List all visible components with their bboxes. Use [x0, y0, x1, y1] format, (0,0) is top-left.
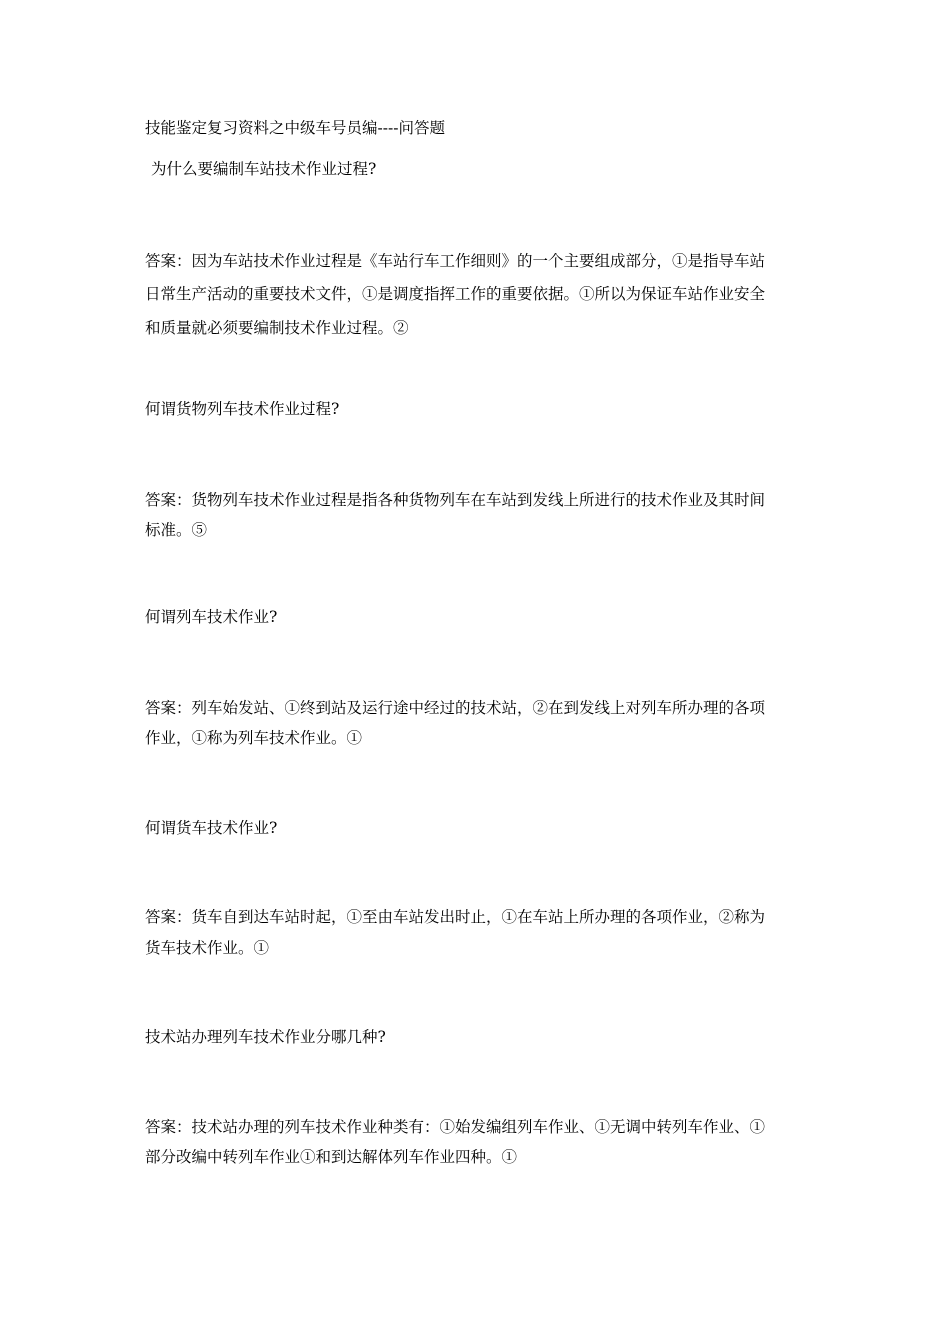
question-3: 何谓列车技术作业?: [145, 608, 278, 626]
answer-1-line-2: 日常生产活动的重要技术文件，①是调度指挥工作的重要依据。①所以为保证车站作业安全: [145, 285, 766, 303]
answer-4-line-1: 答案：货车自到达车站时起，①至由车站发出时止，①在车站上所办理的各项作业，②称为: [145, 908, 766, 926]
answer-3-line-2: 作业，①称为列车技术作业。①: [145, 729, 363, 747]
answer-2-line-2: 标准。⑤: [145, 521, 208, 539]
answer-1-line-3: 和质量就必须要编制技术作业过程。②: [145, 319, 409, 337]
answer-5-line-1: 答案：技术站办理的列车技术作业种类有：①始发编组列车作业、①无调中转列车作业、①: [145, 1118, 766, 1136]
answer-2-line-1: 答案：货物列车技术作业过程是指各种货物列车在车站到发线上所进行的技术作业及其时间: [145, 491, 766, 509]
document-title: 技能鉴定复习资料之中级车号员编----问答题: [145, 119, 445, 137]
question-1: 为什么要编制车站技术作业过程?: [151, 160, 377, 178]
answer-5-line-2: 部分改编中转列车作业①和到达解体列车作业四种。①: [145, 1148, 518, 1166]
question-4: 何谓货车技术作业?: [145, 819, 278, 837]
answer-1-line-1: 答案：因为车站技术作业过程是《车站行车工作细则》的一个主要组成部分，①是指导车站: [145, 252, 766, 270]
answer-4-line-2: 货车技术作业。①: [145, 939, 270, 957]
question-5: 技术站办理列车技术作业分哪几种?: [145, 1028, 386, 1046]
question-2: 何谓货物列车技术作业过程?: [145, 400, 340, 418]
answer-3-line-1: 答案：列车始发站、①终到站及运行途中经过的技术站，②在到发线上对列车所办理的各项: [145, 699, 766, 717]
